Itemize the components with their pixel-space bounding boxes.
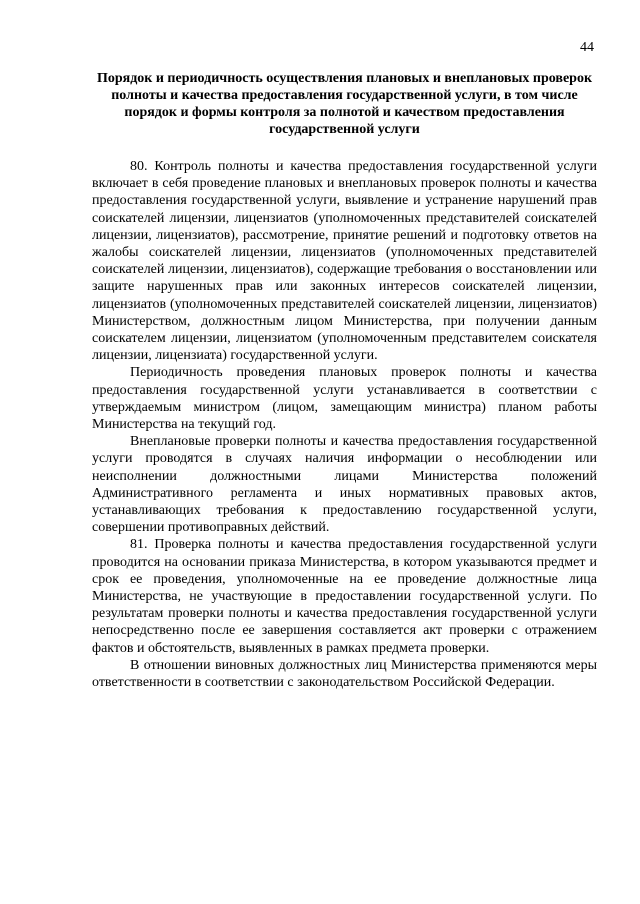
section-heading: Порядок и периодичность осуществления плановых и внеплановых проверок полноты и качества предоставления государственной услуги, в том числе порядок и формы контроля за полнотой и качеством предоставления государственной услуги — [96, 71, 593, 137]
paragraph-responsibility: В отношении виновных должностных лиц Министерства применяются меры ответственности в соответствии с законодательством Российской Федерации. — [92, 657, 597, 691]
paragraph-planned-checks: Периодичность проведения плановых проверок полноты и качества предоставления государственной услуги устанавливается в соответствии с утверждаемым министром (лицом, замещающим министра) планом работы Министерства на текущий год. — [92, 365, 597, 433]
page-number: 44 — [580, 40, 594, 55]
paragraph-81: 81. Проверка полноты и качества предоставления государственной услуги проводится на основании приказа Министерства, в котором указываются предмет и срок ее проведения, уполномоченные на ее проведение должностные лица Министерства, не участвующие в предоставлении государственной услуги. По результатам проверки полноты и качества предоставления государственной услуги непосредственно после ее завершения составляется акт проверки с отражением фактов и обстоятельств, выявленных в рамках предмета проверки. — [92, 537, 597, 656]
body-text — [92, 158, 597, 691]
paragraph-unplanned-checks: Внеплановые проверки полноты и качества предоставления государственной услуги проводятся в случаях наличия информации о несоблюдении или неисполнении должностными лицами Министерства положений Административного регламента и иных нормативных правовых актов, устанавливающих требования к предоставлению государственной услуги, совершении противоправных действий. — [92, 434, 597, 536]
paragraph-80: 80. Контроль полноты и качества предоставления государственной услуги включает в себя проведение плановых и внеплановых проверок полноты и качества предоставления государственной услуги, выявление и устранение нарушений прав соискателей лицензии, лицензиатов (уполномоченных представителей соискателей лицензии, лицензиатов), рассмотрение, принятие решений и подготовку ответов на жалобы соискателей лицензии, лицензиатов (уполномоченных представителей соискателей лицензии, лицензиатов), содержащие требования о восстановлении или защите нарушенных прав или законных интересов соискателей лицензии, лицензиатов (уполномоченных представителей соискателей лицензии, лицензиатов) Министерством, должностным лицом Министерства, при получении данным соискателем лицензии, лицензиатом (уполномоченным представителем соискателя лицензии, лицензиата) государственной услуги. — [92, 159, 597, 364]
